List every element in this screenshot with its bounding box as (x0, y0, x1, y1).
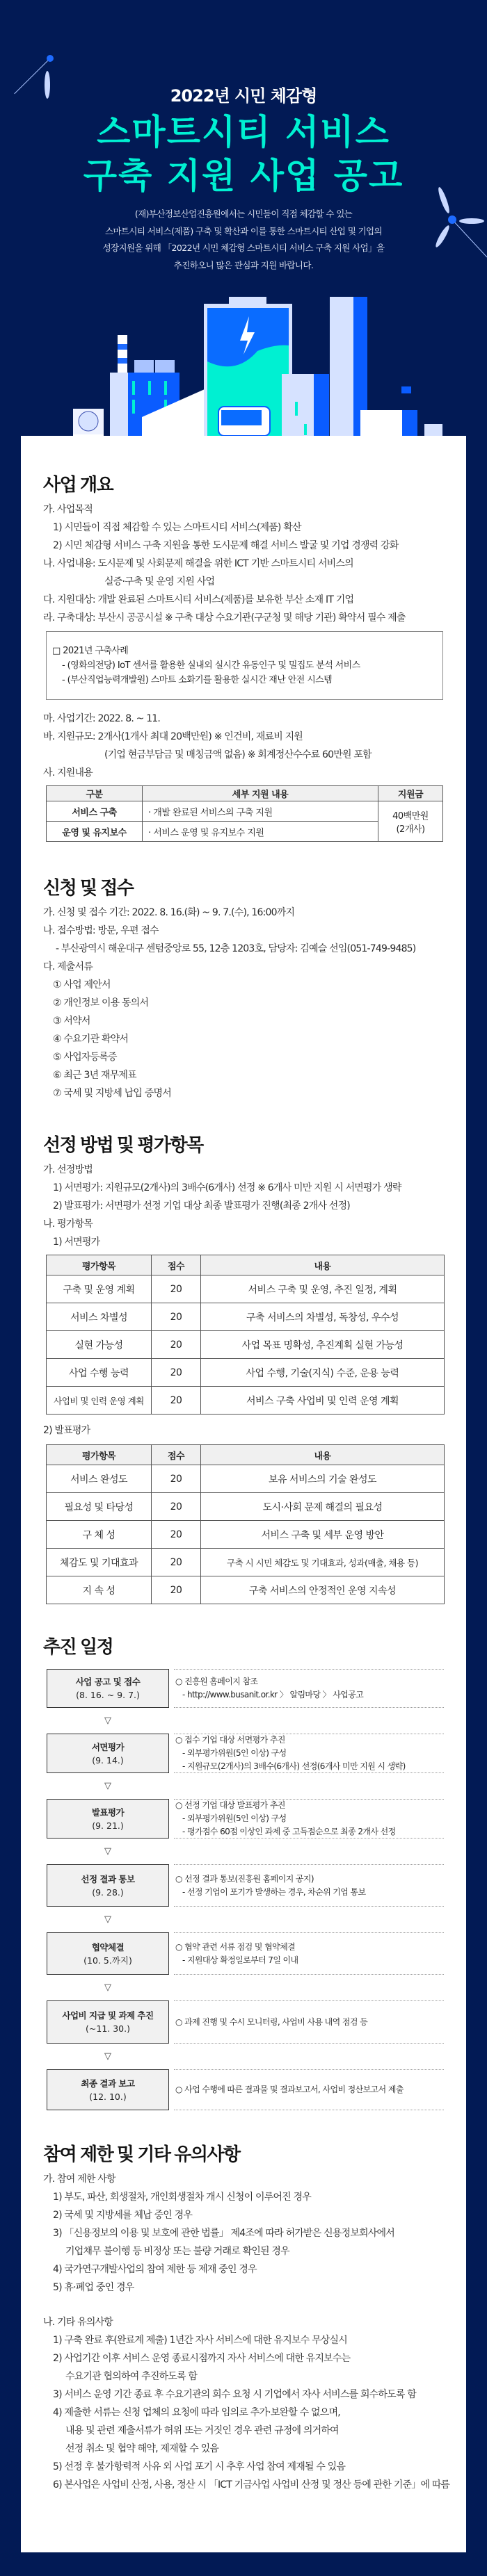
method-label: 가. 선정방법 (43, 1164, 93, 1175)
detail-cell: · 서비스 운영 및 유지보수 지원 (143, 822, 378, 842)
item-cell: 구 체 성 (47, 1521, 152, 1549)
step-title: 사업 공고 및 접수 (75, 1677, 141, 1687)
score-cell: 20 (152, 1465, 201, 1493)
step-line: - 평가점수 60점 이상인 과제 중 고득점순으로 최종 2개사 선정 (182, 1827, 396, 1836)
application-period: 가. 신청 및 접수 기간: 2022. 8. 16.(화) ~ 9. 7.(수), 16:00까지 (43, 907, 295, 918)
step-line: - http://www.busanit.or.kr 〉 알림마당 〉 사업공고 (182, 1690, 364, 1699)
application-method: 나. 접수방법: 방문, 우편 접수 (43, 925, 159, 936)
hero-banner (0, 0, 487, 436)
score-cell: 20 (152, 1576, 201, 1604)
score-cell: 20 (152, 1521, 201, 1549)
item-cell: 사업 수행 능력 (47, 1359, 152, 1387)
section-heading: 참여 제한 및 기타 유의사항 (43, 2144, 240, 2165)
item-cell: 실현 가능성 (47, 1331, 152, 1359)
content-cell: 도시·사회 문제 해결의 필요성 (201, 1493, 445, 1521)
down-arrow-icon: ▽ (104, 1914, 111, 1925)
document-item: ④ 수요기관 확약서 (53, 1034, 129, 1045)
step-date: (12. 10.) (89, 2091, 127, 2102)
item-cell: 구축 및 운영 계획 (47, 1275, 152, 1303)
restrict-item: 2) 국세 및 지방세를 체납 중인 경우 (53, 2210, 193, 2221)
schedule-step (47, 1864, 466, 1907)
step-line: ○ 협약 관련 서류 점검 및 협약체결 (175, 1941, 296, 1952)
table-row (47, 1576, 445, 1604)
document-item: ⑤ 사업자등록증 (53, 1052, 117, 1063)
item-cell: 사업비 및 인력 운영 계획 (47, 1387, 152, 1415)
step-line: - 외부평가위원(5인 이상) 구성 (182, 1748, 287, 1758)
table-row (47, 1549, 445, 1576)
column-header: 내용 (201, 1255, 445, 1275)
score-cell: 20 (152, 1275, 201, 1303)
step-description (174, 1734, 444, 1773)
schedule-step (47, 2000, 466, 2044)
step-line: ○ 접수 기업 대상 서면평가 추진 (175, 1735, 285, 1745)
item-cell: 서비스 차별성 (47, 1303, 152, 1331)
step-box (47, 2000, 169, 2044)
build-target: 라. 구축대상: 부산시 공공시설 ※ 구축 대상 수요기관(구군청 및 해당 기관) 확약서 필수 제출 (43, 612, 406, 623)
section-heading: 추진 일정 (43, 1636, 113, 1657)
step-line: ○ 사업 수행에 따른 결과물 및 결과보고서, 사업비 정산보고서 제출 (175, 2085, 404, 2094)
restrict-item: 3) 「신용정보의 이용 및 보호에 관한 법률」 제4조에 따라 허가받은 신용정보회사에서 (53, 2228, 394, 2239)
down-arrow-icon: ▽ (104, 2051, 111, 2062)
step-line: ○ 진흥원 홈페이지 참조 (175, 1677, 258, 1686)
down-arrow-icon: ▽ (104, 1715, 111, 1726)
score-cell: 20 (152, 1549, 201, 1576)
content-cell: 서비스 구축 및 세부 운영 방안 (201, 1521, 445, 1549)
section-overview (43, 473, 466, 842)
step-title: 사업비 지급 및 과제 추진 (62, 2010, 154, 2021)
section-selection (43, 1133, 466, 1604)
item-cell: 체감도 및 기대효과 (47, 1549, 152, 1576)
category-cell: 운영 및 유지보수 (47, 822, 143, 842)
step-date: (10. 5.까지) (83, 1955, 132, 1966)
presentation-eval-table (46, 1444, 445, 1604)
business-period: 마. 사업기간: 2022. 8. ~ 11. (43, 713, 161, 724)
step-description (174, 1669, 444, 1708)
document-item: ③ 서약서 (53, 1016, 90, 1027)
step-line: - 지원대상 확정일로부터 7일 이내 (182, 1955, 298, 1965)
step-line: - 외부평가위원(5인 이상) 구성 (182, 1813, 287, 1823)
factory-chimney (118, 335, 127, 373)
category-cell: 서비스 구축 (47, 801, 143, 822)
step-box (47, 1669, 169, 1708)
business-content: 나. 사업내용: 도시문제 및 사회문제 해결을 위한 ICT 기반 스마트시티 서비스의 (43, 558, 353, 569)
document-eval-label: 1) 서면평가 (53, 1237, 100, 1248)
method-item: 2) 발표평가: 서면평가 선정 기업 대상 최종 발표평가 진행(최종 2개사 선정) (53, 1200, 350, 1212)
schedule-step (47, 2069, 466, 2110)
step-title: 최종 결과 보고 (81, 2078, 135, 2089)
presentation-eval-label: 2) 발표평가 (43, 1425, 90, 1436)
case-item: - (부산직업능력개발원) 스마트 소화기를 활용한 실시간 재난 안전 시스템 (62, 675, 333, 685)
column-header: 점수 (152, 1255, 201, 1275)
note-item: 5) 선정 후 불가항력적 사유 외 사업 포기 시 추후 사업 참여 제재될 수 있음 (53, 2461, 346, 2472)
score-cell: 20 (152, 1359, 201, 1387)
support-scale: 바. 지원규모: 2개사(1개사 최대 20백만원) ※ 인건비, 재료비 지원 (43, 731, 303, 742)
step-line: ○ 선정 결과 통보(진흥원 홈페이지 공지) (175, 1873, 314, 1884)
table-row (47, 1521, 445, 1549)
column-header: 평가항목 (47, 1255, 152, 1275)
document-item: ⑥ 최근 3년 재무제표 (53, 1070, 136, 1081)
notes-label: 나. 기타 유의사항 (43, 2317, 113, 2328)
section-heading: 사업 개요 (43, 474, 113, 495)
detail-cell: · 개발 완료된 서비스의 구축 지원 (143, 801, 378, 822)
content-cell: 구축 시 시민 체감도 및 기대효과, 성과(매출, 채용 등) (201, 1549, 445, 1576)
tower-building (330, 297, 353, 436)
content-cell: 구축 서비스의 안정적인 운영 지속성 (201, 1576, 445, 1604)
item-cell: 서비스 완성도 (47, 1465, 152, 1493)
down-arrow-icon: ▽ (104, 1982, 111, 1993)
support-target: 다. 지원대상: 개발 완료된 스마트시티 서비스(제품)를 보유한 부산 소재 IT 기업 (43, 594, 354, 605)
step-date: (8. 16. ~ 9. 7.) (76, 1690, 140, 1700)
note-item: 3) 서비스 운영 기간 종료 후 수요기관의 회수 요청 시 기업에서 자사 서비스를 회수하도록 함 (53, 2389, 416, 2400)
step-box (47, 1799, 169, 1839)
step-date: (~11. 30.) (86, 2023, 130, 2034)
step-line: ○ 선정 기업 대상 발표평가 추진 (175, 1800, 285, 1810)
score-cell: 20 (152, 1331, 201, 1359)
restrict-item-cont: 기업채무 불이행 등 비정상 또는 불량 거래로 확인된 경우 (65, 2246, 289, 2257)
schedule-step (47, 1799, 466, 1839)
step-title: 협약체결 (91, 1941, 125, 1953)
column-header: 평가항목 (47, 1445, 152, 1465)
content-cell: 구축 서비스의 차별성, 독창성, 우수성 (201, 1303, 445, 1331)
intro-line: 스마트시티 서비스(제품) 구축 및 확산과 이를 통한 스마트시티 산업 및 기업의 (104, 225, 382, 236)
schedule-step (47, 1932, 466, 1975)
column-header: 세부 지원 내용 (143, 786, 378, 801)
note-item-cont: 수요기관 협의하여 추진하도록 함 (65, 2371, 198, 2382)
support-scale-cont: (기업 현금부담금 및 매칭금액 없음) ※ 회계정산수수료 60만원 포함 (104, 749, 372, 760)
step-date: (9. 28.) (92, 1886, 124, 1898)
content-cell: 서비스 구축 및 운영, 추진 일정, 계획 (201, 1275, 445, 1303)
battery-icon (204, 297, 292, 436)
application-address: - 부산광역시 해운대구 센텀중앙로 55, 12층 1203호, 담당자: 김예슬 선임(051-749-9485) (56, 943, 416, 954)
step-description (174, 1864, 444, 1907)
document-eval-table (46, 1255, 445, 1415)
document-item: ① 사업 제안서 (53, 979, 111, 991)
note-item: 1) 구축 완료 후(완료계 제출) 1년간 자사 서비스에 대한 유지보수 무상실시 (53, 2335, 347, 2346)
step-box (47, 2069, 169, 2110)
support-content-label: 사. 지원내용 (43, 767, 93, 778)
document-item: ⑦ 국세 및 지방세 납입 증명서 (53, 1088, 171, 1099)
content-cell: 서비스 구축 사업비 및 인력 운영 계획 (201, 1387, 445, 1415)
table-row (47, 1303, 445, 1331)
announcement-card (21, 436, 466, 2552)
document-item: ② 개인정보 이용 동의서 (53, 997, 149, 1009)
step-description (174, 1799, 444, 1839)
amount: 40백만원 (392, 810, 429, 822)
table-row (47, 1493, 445, 1521)
table-row (47, 1359, 445, 1387)
hero-title-line-2: 구축 지원 사업 공고 (83, 156, 404, 196)
step-box (47, 1864, 169, 1907)
purpose-item: 1) 시민들이 직접 체감할 수 있는 스마트시티 서비스(제품) 확산 (53, 522, 301, 533)
step-title: 발표평가 (91, 1807, 125, 1818)
note-item: 6) 본사업은 사업비 산정, 사용, 정산 시 「ICT 기금사업 사업비 산정 및 정산 등에 관한 기준」에 따름 (53, 2479, 450, 2491)
restrict-item: 5) 휴·폐업 중인 경우 (53, 2282, 134, 2293)
purpose-label: 가. 사업목적 (43, 504, 93, 515)
amount-note: (2개사) (396, 824, 425, 835)
method-item: 1) 서면평가: 지원규모(2개사)의 3배수(6개사) 선정 ※ 6개사 미만 지원 시 서면평가 생략 (53, 1182, 401, 1193)
hero-intro (0, 206, 487, 274)
restrict-item: 1) 부도, 파산, 회생절차, 개인회생절차 개시 신청이 이루어진 경우 (53, 2192, 312, 2203)
table-row (47, 1465, 445, 1493)
case-box (46, 631, 443, 700)
column-header: 지원금 (378, 786, 443, 801)
column-header: 내용 (201, 1445, 445, 1465)
item-cell: 필요성 및 타당성 (47, 1493, 152, 1521)
down-arrow-icon: ▽ (104, 1781, 111, 1791)
note-item-cont: 내용 및 관련 제출서류가 허위 또는 거짓인 경우 관련 규정에 의거하여 (65, 2425, 339, 2436)
amount-cell (378, 801, 443, 842)
documents-label: 다. 제출서류 (43, 961, 93, 972)
note-item-cont: 선정 취소 및 협약 해약, 제재할 수 있음 (65, 2443, 219, 2454)
step-description (174, 2069, 444, 2110)
criteria-label: 나. 평가항목 (43, 1218, 93, 1230)
hero-title-line-1: 스마트시티 서비스 (97, 112, 390, 152)
item-cell: 지 속 성 (47, 1576, 152, 1604)
table-row (47, 1275, 445, 1303)
support-table (46, 785, 443, 842)
content-cell: 사업 수행, 기술(지식) 수준, 운용 능력 (201, 1359, 445, 1387)
step-line: ○ 과제 진행 및 수시 모니터링, 사업비 사용 내역 점검 등 (175, 2016, 368, 2027)
restrict-item: 4) 국가연구개발사업의 참여 제한 등 제재 중인 경우 (53, 2264, 257, 2275)
case-box-title: □ 2021년 구축사례 (52, 646, 129, 656)
score-cell: 20 (152, 1387, 201, 1415)
down-arrow-icon: ▽ (104, 1846, 111, 1857)
column-header: 구분 (47, 786, 143, 801)
hero-subtitle: 2022년 시민 체감형 (170, 86, 317, 106)
step-title: 선정 결과 통보 (81, 1873, 135, 1884)
schedule-step (47, 1734, 466, 1773)
intro-line: 성장지원을 위해 「2022년 시민 체감형 스마트시티 서비스 구축 지원 사업」을 (102, 243, 385, 253)
step-date: (9. 21.) (92, 1820, 124, 1831)
score-cell: 20 (152, 1493, 201, 1521)
note-item: 4) 제출한 서류는 신청 업체의 요청에 따라 임의로 추가·보완할 수 없으며, (53, 2407, 340, 2418)
schedule-step (47, 1669, 466, 1708)
step-line: - 지원규모(2개사)의 3배수(6개사) 선정(6개사 미만 지원 시 생략) (182, 1761, 406, 1771)
section-schedule (43, 1635, 466, 2110)
intro-line: (재)부산정보산업진흥원에서는 시민들이 직접 체감할 수 있는 (134, 209, 353, 219)
step-box (47, 1734, 169, 1773)
table-row (47, 1387, 445, 1415)
section-application (43, 876, 466, 1102)
step-description (174, 1932, 444, 1975)
case-item: - (영화의전당) IoT 센서를 활용한 실내외 실시간 유동인구 및 밀집도 분석 서비스 (62, 660, 360, 671)
content-cell: 사업 목표 명확성, 추진계획 실현 가능성 (201, 1331, 445, 1359)
section-restrictions (43, 2142, 466, 2494)
content-cell: 보유 서비스의 기술 완성도 (201, 1465, 445, 1493)
schedule-flow (47, 1669, 466, 2110)
section-heading: 선정 방법 및 평가항목 (43, 1134, 203, 1155)
step-date: (9. 14.) (92, 1754, 124, 1766)
step-title: 서면평가 (91, 1741, 125, 1752)
purpose-item: 2) 시민 체감형 서비스 구축 지원을 통한 도시문제 해결 서비스 발굴 및 기업 경쟁력 강화 (53, 540, 399, 551)
business-content-cont: 실증·구축 및 운영 지원 사업 (104, 576, 215, 587)
score-cell: 20 (152, 1303, 201, 1331)
intro-line: 추진하오니 많은 관심과 지원 바랍니다. (173, 259, 314, 270)
section-heading: 신청 및 접수 (43, 877, 134, 898)
restrict-label: 가. 참여 제한 사항 (43, 2174, 115, 2185)
step-line: - 선정 기업이 포기가 발생하는 경우, 차순위 기업 통보 (182, 1886, 366, 1897)
table-row (47, 1331, 445, 1359)
step-box (47, 1932, 169, 1975)
table-row (47, 801, 443, 822)
note-item: 2) 사업기간 이후 서비스 운영 종료시점까지 자사 서비스에 대한 유지보수는 (53, 2353, 351, 2364)
column-header: 점수 (152, 1445, 201, 1465)
step-description (174, 2000, 444, 2044)
